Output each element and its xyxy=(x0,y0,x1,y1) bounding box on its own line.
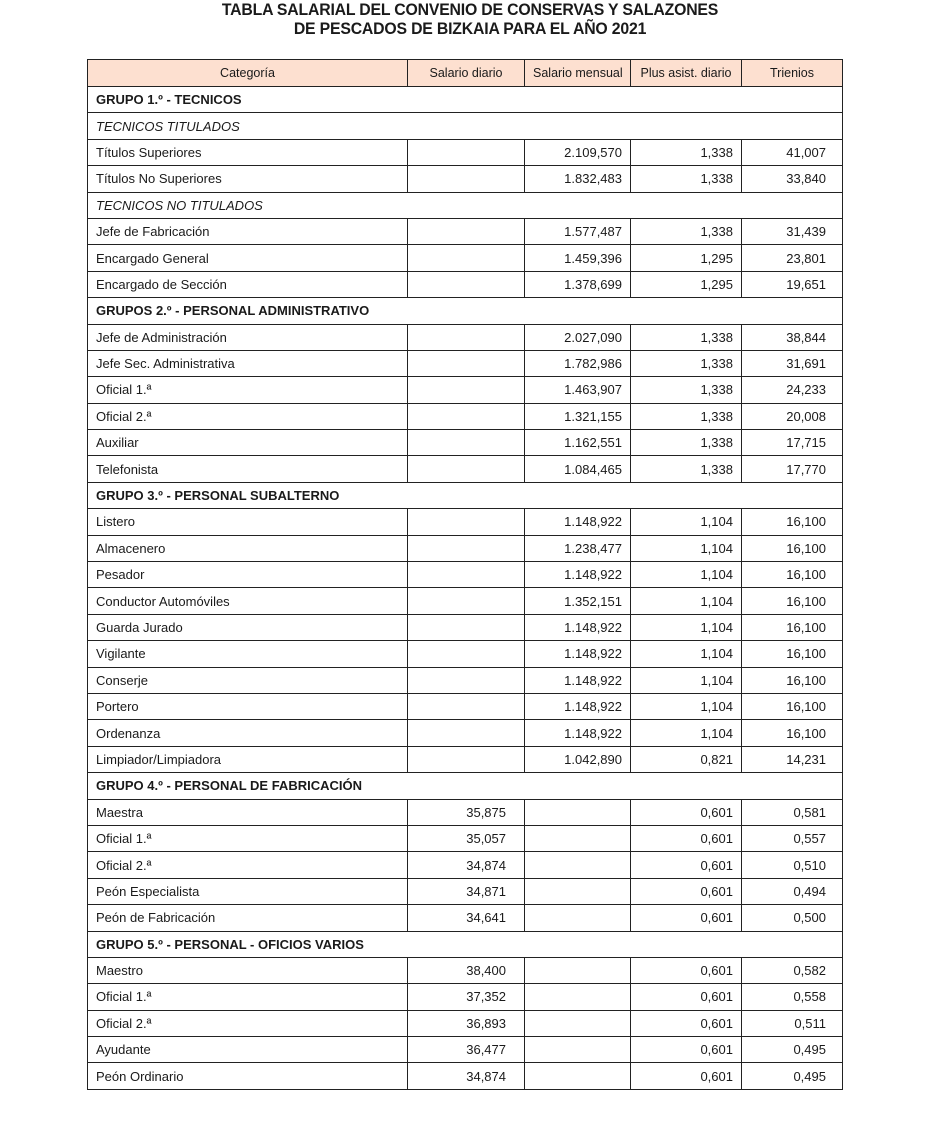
cell-salario-diario: 37,352 xyxy=(408,984,525,1010)
group-header-row xyxy=(88,931,843,957)
cell-salario-diario xyxy=(408,693,525,719)
cell-salario-mensual: 1.148,922 xyxy=(525,562,631,588)
cell-trienios: 33,840 xyxy=(742,166,843,192)
table-row xyxy=(88,509,843,535)
cell-categoria: Jefe Sec. Administrativa xyxy=(88,350,408,376)
table-row xyxy=(88,984,843,1010)
cell-salario-mensual xyxy=(525,905,631,931)
cell-plus-asistencia: 1,338 xyxy=(631,139,742,165)
table-row xyxy=(88,693,843,719)
cell-trienios: 31,691 xyxy=(742,350,843,376)
cell-trienios: 16,100 xyxy=(742,693,843,719)
cell-plus-asistencia: 0,601 xyxy=(631,852,742,878)
cell-salario-diario xyxy=(408,324,525,350)
cell-plus-asistencia: 0,601 xyxy=(631,1063,742,1089)
cell-categoria: Encargado General xyxy=(88,245,408,271)
cell-salario-mensual xyxy=(525,852,631,878)
cell-salario-mensual: 2.109,570 xyxy=(525,139,631,165)
cell-categoria: Peón de Fabricación xyxy=(88,905,408,931)
group-header-row xyxy=(88,87,843,113)
cell-salario-diario: 36,477 xyxy=(408,1037,525,1063)
column-header-trienios: Trienios xyxy=(742,60,843,87)
cell-salario-diario xyxy=(408,720,525,746)
cell-trienios: 14,231 xyxy=(742,746,843,772)
cell-salario-mensual: 1.148,922 xyxy=(525,693,631,719)
cell-salario-mensual xyxy=(525,825,631,851)
table-row xyxy=(88,245,843,271)
cell-categoria: Limpiador/Limpiadora xyxy=(88,746,408,772)
table-row xyxy=(88,614,843,640)
cell-salario-diario xyxy=(408,430,525,456)
cell-salario-mensual: 1.378,699 xyxy=(525,271,631,297)
cell-salario-diario xyxy=(408,588,525,614)
table-row xyxy=(88,1063,843,1089)
cell-categoria: Títulos Superiores xyxy=(88,139,408,165)
cell-plus-asistencia: 1,104 xyxy=(631,667,742,693)
cell-salario-mensual: 1.459,396 xyxy=(525,245,631,271)
cell-plus-asistencia: 0,601 xyxy=(631,825,742,851)
cell-trienios: 0,581 xyxy=(742,799,843,825)
cell-categoria: Oficial 2.ª xyxy=(88,403,408,429)
cell-trienios: 20,008 xyxy=(742,403,843,429)
document-title xyxy=(0,0,940,38)
cell-categoria: Listero xyxy=(88,509,408,535)
cell-plus-asistencia: 1,104 xyxy=(631,509,742,535)
table-row xyxy=(88,905,843,931)
cell-salario-diario xyxy=(408,377,525,403)
table-row xyxy=(88,1010,843,1036)
cell-categoria: Oficial 2.ª xyxy=(88,1010,408,1036)
cell-salario-diario xyxy=(408,509,525,535)
cell-salario-mensual: 1.148,922 xyxy=(525,667,631,693)
group-header-row xyxy=(88,298,843,324)
cell-trienios: 17,770 xyxy=(742,456,843,482)
cell-categoria: Vigilante xyxy=(88,641,408,667)
subgroup-header-row xyxy=(88,192,843,218)
cell-categoria: Oficial 2.ª xyxy=(88,852,408,878)
cell-plus-asistencia: 1,104 xyxy=(631,720,742,746)
cell-plus-asistencia: 0,601 xyxy=(631,984,742,1010)
cell-salario-diario: 38,400 xyxy=(408,957,525,983)
cell-salario-diario xyxy=(408,746,525,772)
cell-trienios: 0,495 xyxy=(742,1063,843,1089)
cell-salario-mensual: 1.238,477 xyxy=(525,535,631,561)
cell-trienios: 23,801 xyxy=(742,245,843,271)
cell-trienios: 0,557 xyxy=(742,825,843,851)
cell-salario-diario xyxy=(408,641,525,667)
cell-salario-mensual xyxy=(525,1010,631,1036)
cell-salario-diario: 35,875 xyxy=(408,799,525,825)
cell-trienios: 24,233 xyxy=(742,377,843,403)
cell-trienios: 31,439 xyxy=(742,218,843,244)
table-row xyxy=(88,878,843,904)
cell-plus-asistencia: 1,338 xyxy=(631,456,742,482)
cell-salario-mensual: 1.832,483 xyxy=(525,166,631,192)
cell-plus-asistencia: 1,338 xyxy=(631,403,742,429)
table-body xyxy=(88,87,843,1090)
table-row xyxy=(88,720,843,746)
subgroup-label: TECNICOS TITULADOS xyxy=(88,113,843,139)
cell-plus-asistencia: 0,601 xyxy=(631,1010,742,1036)
cell-salario-diario xyxy=(408,403,525,429)
group-header-row xyxy=(88,482,843,508)
cell-plus-asistencia: 1,295 xyxy=(631,271,742,297)
table-row xyxy=(88,139,843,165)
cell-plus-asistencia: 0,601 xyxy=(631,957,742,983)
cell-salario-diario: 35,057 xyxy=(408,825,525,851)
cell-categoria: Encargado de Sección xyxy=(88,271,408,297)
cell-salario-mensual xyxy=(525,799,631,825)
cell-plus-asistencia: 0,601 xyxy=(631,878,742,904)
table-row xyxy=(88,667,843,693)
group-label: GRUPOS 2.º - PERSONAL ADMINISTRATIVO xyxy=(88,298,843,324)
cell-trienios: 0,510 xyxy=(742,852,843,878)
cell-salario-mensual xyxy=(525,878,631,904)
column-header-salario-diario: Salario diario xyxy=(408,60,525,87)
cell-salario-mensual: 1.148,922 xyxy=(525,641,631,667)
table-row xyxy=(88,746,843,772)
cell-salario-diario xyxy=(408,667,525,693)
cell-salario-mensual: 1.148,922 xyxy=(525,509,631,535)
cell-trienios: 16,100 xyxy=(742,562,843,588)
cell-plus-asistencia: 1,104 xyxy=(631,588,742,614)
cell-categoria: Jefe de Fabricación xyxy=(88,218,408,244)
cell-trienios: 16,100 xyxy=(742,667,843,693)
cell-plus-asistencia: 1,104 xyxy=(631,693,742,719)
table-row xyxy=(88,535,843,561)
cell-categoria: Peón Especialista xyxy=(88,878,408,904)
cell-salario-mensual xyxy=(525,1063,631,1089)
title-line-2: DE PESCADOS DE BIZKAIA PARA EL AÑO 2021 xyxy=(293,19,647,38)
cell-categoria: Ordenanza xyxy=(88,720,408,746)
table-row xyxy=(88,957,843,983)
cell-categoria: Peón Ordinario xyxy=(88,1063,408,1089)
cell-salario-diario: 34,641 xyxy=(408,905,525,931)
cell-plus-asistencia: 1,104 xyxy=(631,641,742,667)
table-row xyxy=(88,456,843,482)
cell-categoria: Auxiliar xyxy=(88,430,408,456)
cell-salario-mensual: 1.463,907 xyxy=(525,377,631,403)
table-row xyxy=(88,377,843,403)
cell-trienios: 41,007 xyxy=(742,139,843,165)
cell-trienios: 0,582 xyxy=(742,957,843,983)
table-row xyxy=(88,641,843,667)
cell-trienios: 16,100 xyxy=(742,720,843,746)
cell-salario-mensual: 1.162,551 xyxy=(525,430,631,456)
cell-salario-diario xyxy=(408,350,525,376)
column-header-plus-asistencia: Plus asist. diario xyxy=(631,60,742,87)
cell-salario-mensual xyxy=(525,984,631,1010)
cell-plus-asistencia: 1,104 xyxy=(631,535,742,561)
cell-salario-diario: 34,874 xyxy=(408,852,525,878)
cell-salario-diario: 34,871 xyxy=(408,878,525,904)
cell-categoria: Oficial 1.ª xyxy=(88,825,408,851)
cell-plus-asistencia: 1,295 xyxy=(631,245,742,271)
group-label: GRUPO 3.º - PERSONAL SUBALTERNO xyxy=(88,482,843,508)
cell-salario-diario: 34,874 xyxy=(408,1063,525,1089)
cell-categoria: Conductor Automóviles xyxy=(88,588,408,614)
cell-categoria: Guarda Jurado xyxy=(88,614,408,640)
cell-trienios: 0,494 xyxy=(742,878,843,904)
column-header-categoria: Categoría xyxy=(88,60,408,87)
cell-trienios: 0,495 xyxy=(742,1037,843,1063)
cell-salario-diario: 36,893 xyxy=(408,1010,525,1036)
cell-plus-asistencia: 0,601 xyxy=(631,905,742,931)
cell-plus-asistencia: 1,338 xyxy=(631,324,742,350)
cell-salario-diario xyxy=(408,139,525,165)
cell-plus-asistencia: 1,338 xyxy=(631,430,742,456)
cell-trienios: 19,651 xyxy=(742,271,843,297)
cell-plus-asistencia: 1,338 xyxy=(631,377,742,403)
table-row xyxy=(88,403,843,429)
cell-salario-mensual: 1.148,922 xyxy=(525,614,631,640)
header-row xyxy=(88,60,843,87)
cell-categoria: Pesador xyxy=(88,562,408,588)
cell-trienios: 0,511 xyxy=(742,1010,843,1036)
cell-categoria: Maestra xyxy=(88,799,408,825)
cell-plus-asistencia: 1,338 xyxy=(631,218,742,244)
cell-categoria: Ayudante xyxy=(88,1037,408,1063)
table-row xyxy=(88,562,843,588)
cell-salario-diario xyxy=(408,271,525,297)
group-label: GRUPO 5.º - PERSONAL - OFICIOS VARIOS xyxy=(88,931,843,957)
cell-categoria: Almacenero xyxy=(88,535,408,561)
table-row xyxy=(88,588,843,614)
cell-plus-asistencia: 0,821 xyxy=(631,746,742,772)
salary-table xyxy=(87,59,843,1090)
cell-salario-mensual: 1.782,986 xyxy=(525,350,631,376)
table-row xyxy=(88,799,843,825)
cell-salario-mensual: 2.027,090 xyxy=(525,324,631,350)
cell-plus-asistencia: 0,601 xyxy=(631,1037,742,1063)
column-header-salario-mensual: Salario mensual xyxy=(525,60,631,87)
subgroup-header-row xyxy=(88,113,843,139)
cell-plus-asistencia: 1,338 xyxy=(631,166,742,192)
cell-salario-diario xyxy=(408,166,525,192)
cell-trienios: 16,100 xyxy=(742,641,843,667)
cell-trienios: 16,100 xyxy=(742,535,843,561)
cell-trienios: 0,500 xyxy=(742,905,843,931)
cell-categoria: Maestro xyxy=(88,957,408,983)
cell-salario-diario xyxy=(408,218,525,244)
table-row xyxy=(88,324,843,350)
table-row xyxy=(88,350,843,376)
cell-salario-diario xyxy=(408,614,525,640)
cell-salario-mensual: 1.042,890 xyxy=(525,746,631,772)
cell-salario-mensual: 1.321,155 xyxy=(525,403,631,429)
cell-trienios: 0,558 xyxy=(742,984,843,1010)
group-label: GRUPO 4.º - PERSONAL DE FABRICACIÓN xyxy=(88,773,843,799)
cell-trienios: 38,844 xyxy=(742,324,843,350)
subgroup-label: TECNICOS NO TITULADOS xyxy=(88,192,843,218)
cell-salario-mensual: 1.352,151 xyxy=(525,588,631,614)
cell-salario-mensual: 1.084,465 xyxy=(525,456,631,482)
cell-salario-mensual xyxy=(525,957,631,983)
cell-categoria: Oficial 1.ª xyxy=(88,984,408,1010)
group-header-row xyxy=(88,773,843,799)
cell-plus-asistencia: 1,104 xyxy=(631,614,742,640)
cell-salario-mensual xyxy=(525,1037,631,1063)
table-row xyxy=(88,218,843,244)
cell-plus-asistencia: 1,104 xyxy=(631,562,742,588)
cell-salario-diario xyxy=(408,535,525,561)
cell-salario-diario xyxy=(408,562,525,588)
cell-trienios: 16,100 xyxy=(742,588,843,614)
cell-salario-diario xyxy=(408,456,525,482)
table-row xyxy=(88,271,843,297)
table-row xyxy=(88,430,843,456)
cell-plus-asistencia: 1,338 xyxy=(631,350,742,376)
cell-trienios: 16,100 xyxy=(742,509,843,535)
table-row xyxy=(88,852,843,878)
cell-salario-mensual: 1.577,487 xyxy=(525,218,631,244)
cell-trienios: 17,715 xyxy=(742,430,843,456)
cell-salario-diario xyxy=(408,245,525,271)
title-line-1: TABLA SALARIAL DEL CONVENIO DE CONSERVAS Y SALAZONES xyxy=(221,0,719,19)
cell-salario-mensual: 1.148,922 xyxy=(525,720,631,746)
group-label: GRUPO 1.º - TECNICOS xyxy=(88,87,843,113)
table-row xyxy=(88,825,843,851)
cell-trienios: 16,100 xyxy=(742,614,843,640)
table-row xyxy=(88,166,843,192)
cell-categoria: Conserje xyxy=(88,667,408,693)
cell-categoria: Jefe de Administración xyxy=(88,324,408,350)
cell-categoria: Telefonista xyxy=(88,456,408,482)
cell-categoria: Portero xyxy=(88,693,408,719)
cell-categoria: Oficial 1.ª xyxy=(88,377,408,403)
table-header xyxy=(88,60,843,87)
cell-plus-asistencia: 0,601 xyxy=(631,799,742,825)
cell-categoria: Títulos No Superiores xyxy=(88,166,408,192)
table-row xyxy=(88,1037,843,1063)
